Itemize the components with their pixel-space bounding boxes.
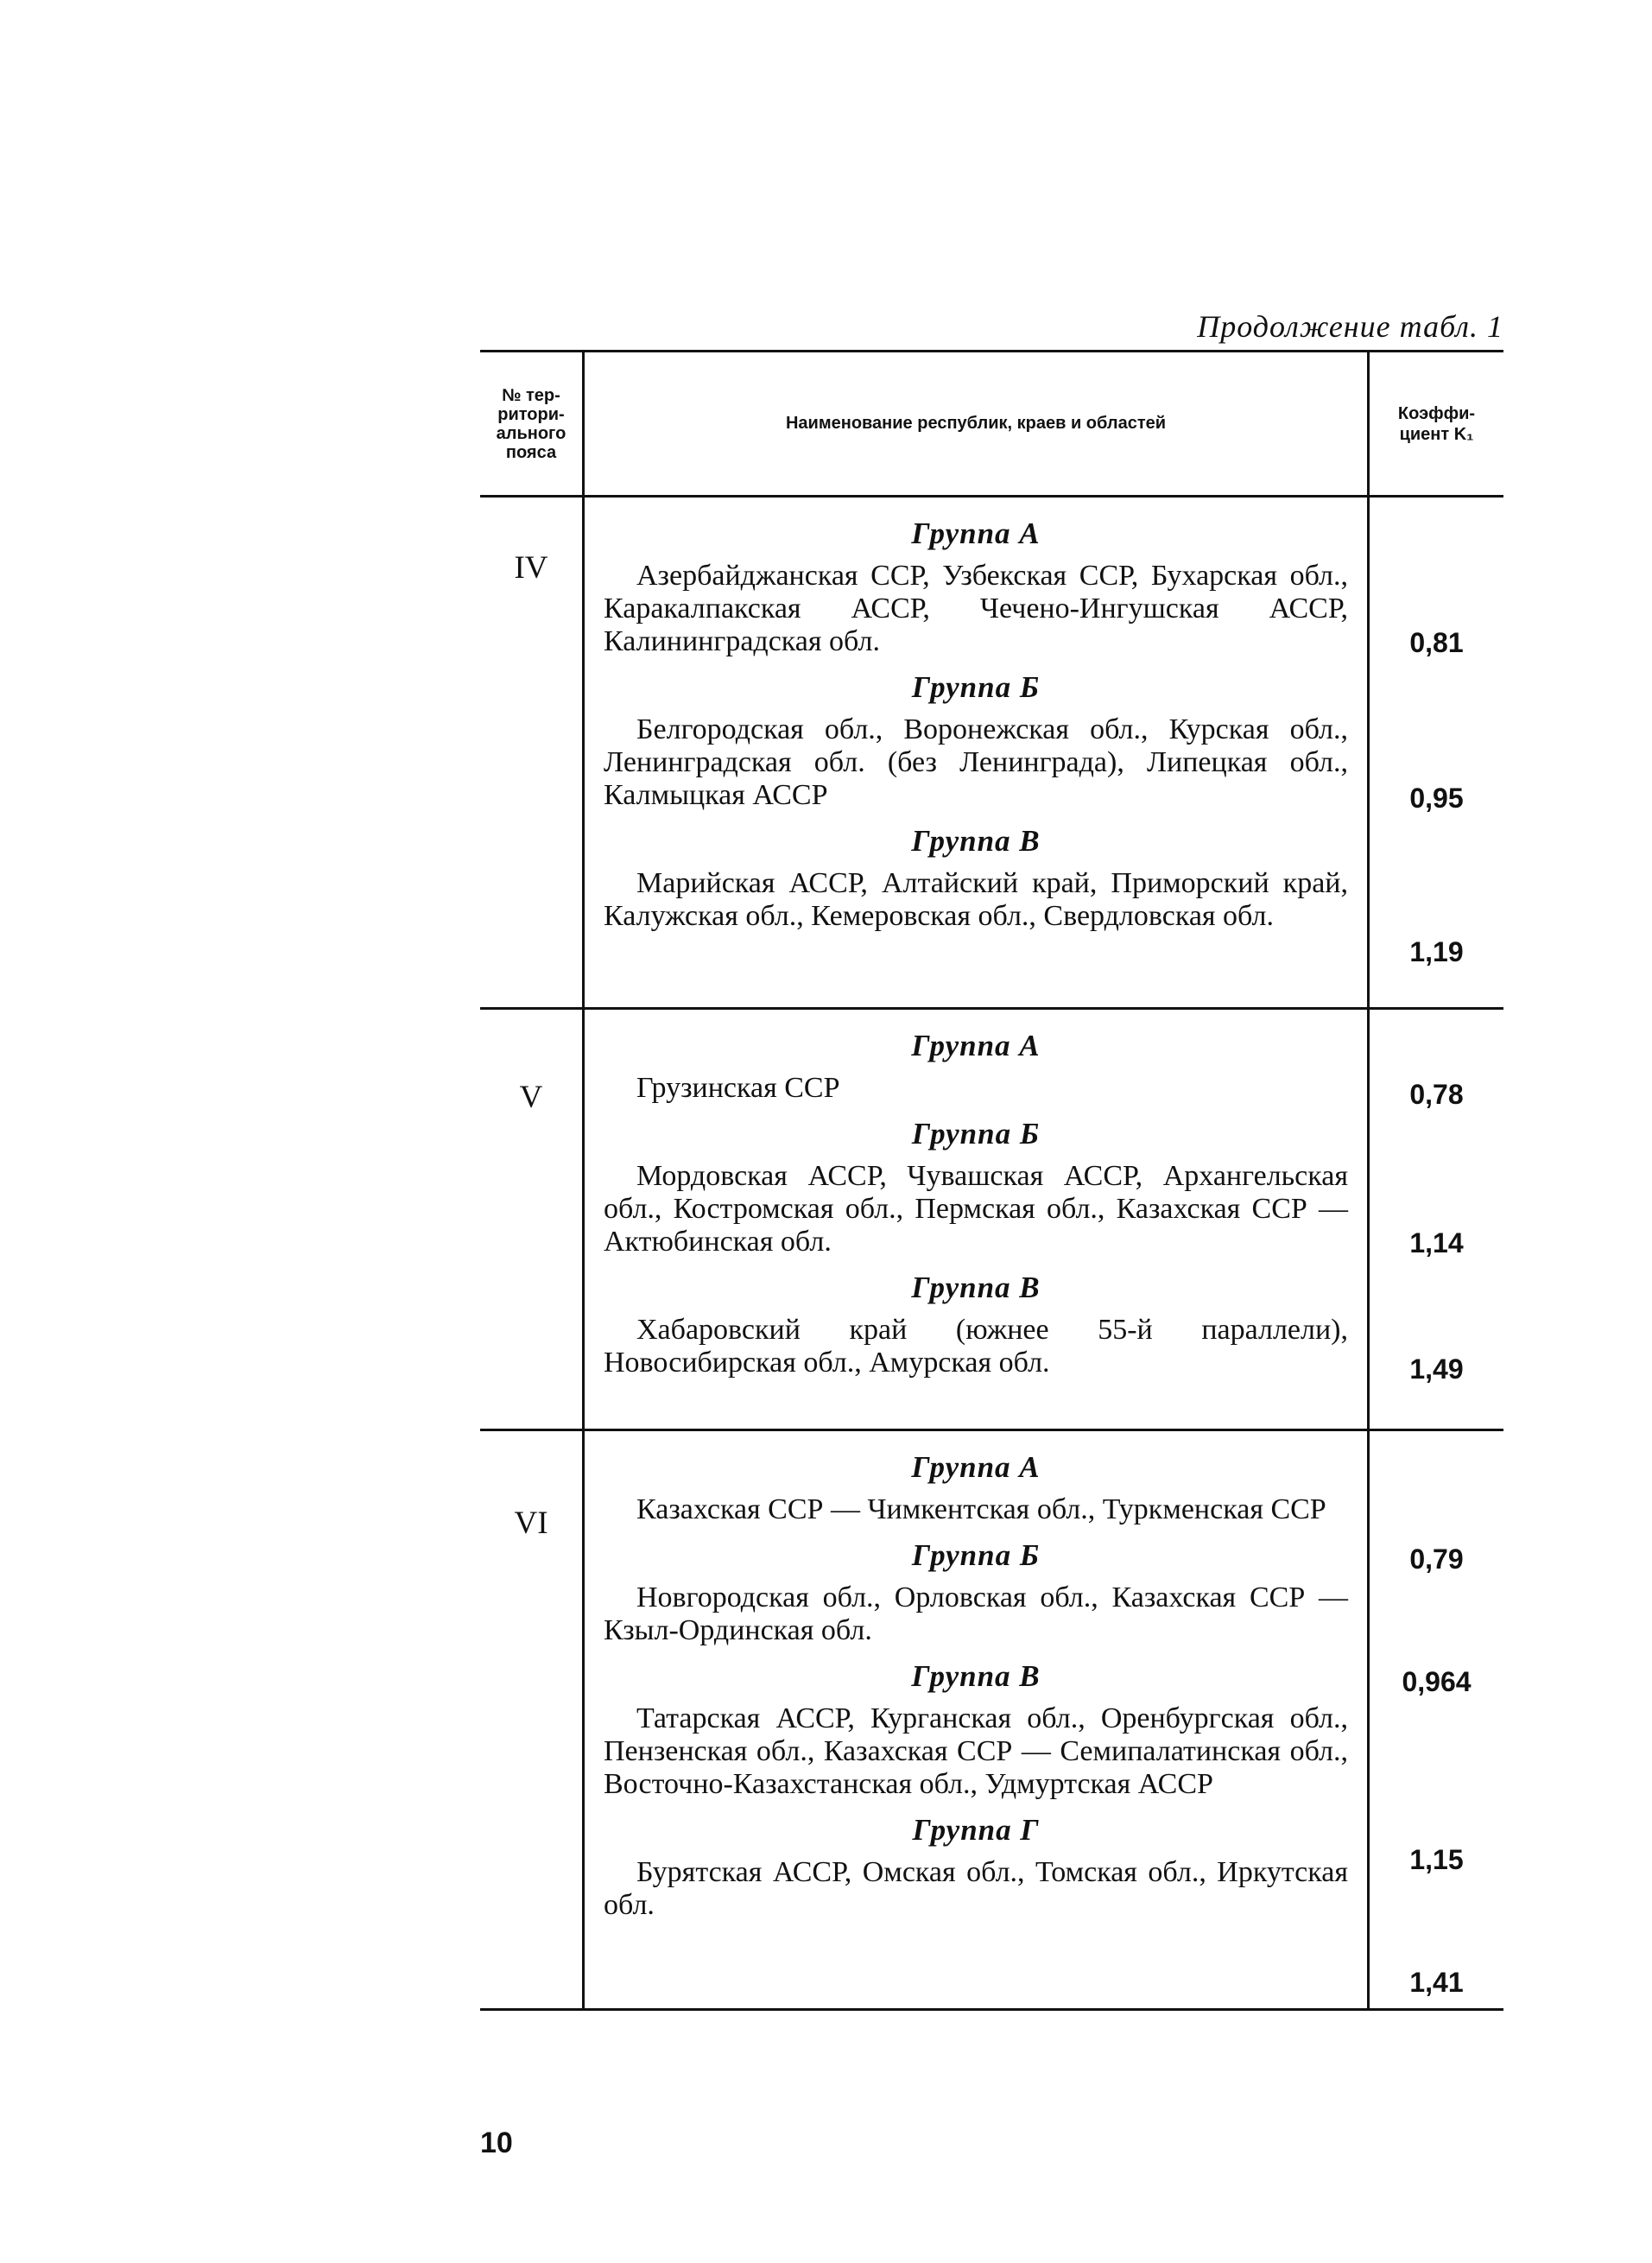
coefficient-cell: [1370, 498, 1503, 1007]
coefficient-value: 0,79: [1409, 1544, 1464, 1575]
group-regions: Бурятская АССР, Омская обл., Томская обл., Иркутская обл.: [604, 1856, 1348, 1921]
zone-number: V: [519, 1080, 543, 1115]
coefficient-value: 1,14: [1409, 1227, 1464, 1258]
group-regions: Новгородская обл., Орловская обл., Казахская ССР — Кзыл-Ординская обл.: [604, 1582, 1348, 1646]
coefficient-value: 0,964: [1402, 1666, 1472, 1697]
group-title: Группа В: [911, 1271, 1041, 1304]
group-regions: Белгородская обл., Воронежская обл., Курская обл., Ленинградская обл. (без Ленинграда), Липецкая обл., Калмыцкая АССР: [604, 713, 1348, 811]
group-regions: Мордовская АССР, Чувашская АССР, Архангельская обл., Костромская обл., Пермская обл., Казахская ССР — Актюбинская обл.: [604, 1160, 1348, 1258]
column-header-name: Наименование республик, краев и областей: [585, 352, 1370, 495]
zone-number: IV: [514, 550, 548, 586]
column-header-zone-line: ального: [496, 423, 566, 443]
coefficient-value: 0,95: [1409, 783, 1464, 814]
column-header-coefficient-line: циент K₁: [1399, 424, 1474, 444]
table-continuation-caption: Продолжение табл. 1: [1197, 309, 1503, 344]
coefficient-cell: [1370, 1431, 1503, 2008]
coefficient-value: 0,78: [1409, 1079, 1464, 1110]
zone-number: VI: [514, 1505, 548, 1541]
coefficient-cell: [1370, 1010, 1503, 1429]
group-regions: Марийская АССР, Алтайский край, Приморский край, Калужская обл., Кемеровская обл., Свердловская обл.: [604, 867, 1348, 932]
group-title: Группа Б: [911, 670, 1041, 704]
table-header-row: [480, 352, 1503, 495]
group-regions: Татарская АССР, Курганская обл., Оренбургская обл., Пензенская обл., Казахская ССР — Семипалатинская обл., Восточно-Казахстанская обл., Удмуртская АССР: [604, 1702, 1348, 1800]
zone-cell: [480, 1431, 585, 2008]
column-header-coefficient-line: Коэффи-: [1397, 403, 1476, 423]
regions-cell: [585, 498, 1370, 1007]
page-number: 10: [480, 2127, 513, 2159]
group-title: Группа А: [911, 1450, 1041, 1484]
zone-cell: [480, 1010, 585, 1429]
table-section-zone-iv: [480, 498, 1503, 1007]
column-header-zone-line: пояса: [505, 442, 557, 462]
group-title: Группа Б: [911, 1538, 1041, 1572]
coefficient-value: 1,49: [1409, 1353, 1464, 1385]
coefficient-table: [480, 350, 1503, 2011]
group-regions: Казахская ССР — Чимкентская обл., Туркменская ССР: [636, 1493, 1326, 1525]
coefficient-value: 1,41: [1409, 1967, 1464, 1998]
column-header-zone: [480, 352, 585, 495]
coefficient-value: 1,19: [1409, 936, 1464, 967]
group-regions: Хабаровский край (южнее 55-й параллели), Новосибирская обл., Амурская обл.: [604, 1314, 1348, 1379]
regions-cell: [585, 1431, 1370, 2008]
coefficient-value: 0,81: [1409, 627, 1464, 658]
regions-cell: [585, 1010, 1370, 1429]
group-title: Группа А: [911, 1029, 1041, 1062]
group-regions: Азербайджанская ССР, Узбекская ССР, Бухарская обл., Каракалпакская АССР, Чечено-Ингушская АССР, Калининградская обл.: [604, 560, 1348, 657]
group-regions: Грузинская ССР: [636, 1072, 840, 1104]
column-header-zone-line: № тер-: [502, 385, 560, 405]
column-header-zone-line: ритори-: [497, 404, 565, 424]
coefficient-value: 1,15: [1409, 1844, 1464, 1875]
table-section-zone-vi: [480, 1431, 1503, 2008]
zone-cell: [480, 498, 585, 1007]
group-title: Группа А: [911, 517, 1041, 550]
table-bottom-rule: [480, 2008, 1503, 2011]
group-title: Группа Б: [911, 1117, 1041, 1151]
group-title: Группа В: [911, 1659, 1041, 1693]
group-title: Группа Г: [912, 1813, 1040, 1847]
column-header-coefficient: [1370, 352, 1503, 495]
group-title: Группа В: [911, 824, 1041, 858]
table-section-zone-v: [480, 1010, 1503, 1429]
